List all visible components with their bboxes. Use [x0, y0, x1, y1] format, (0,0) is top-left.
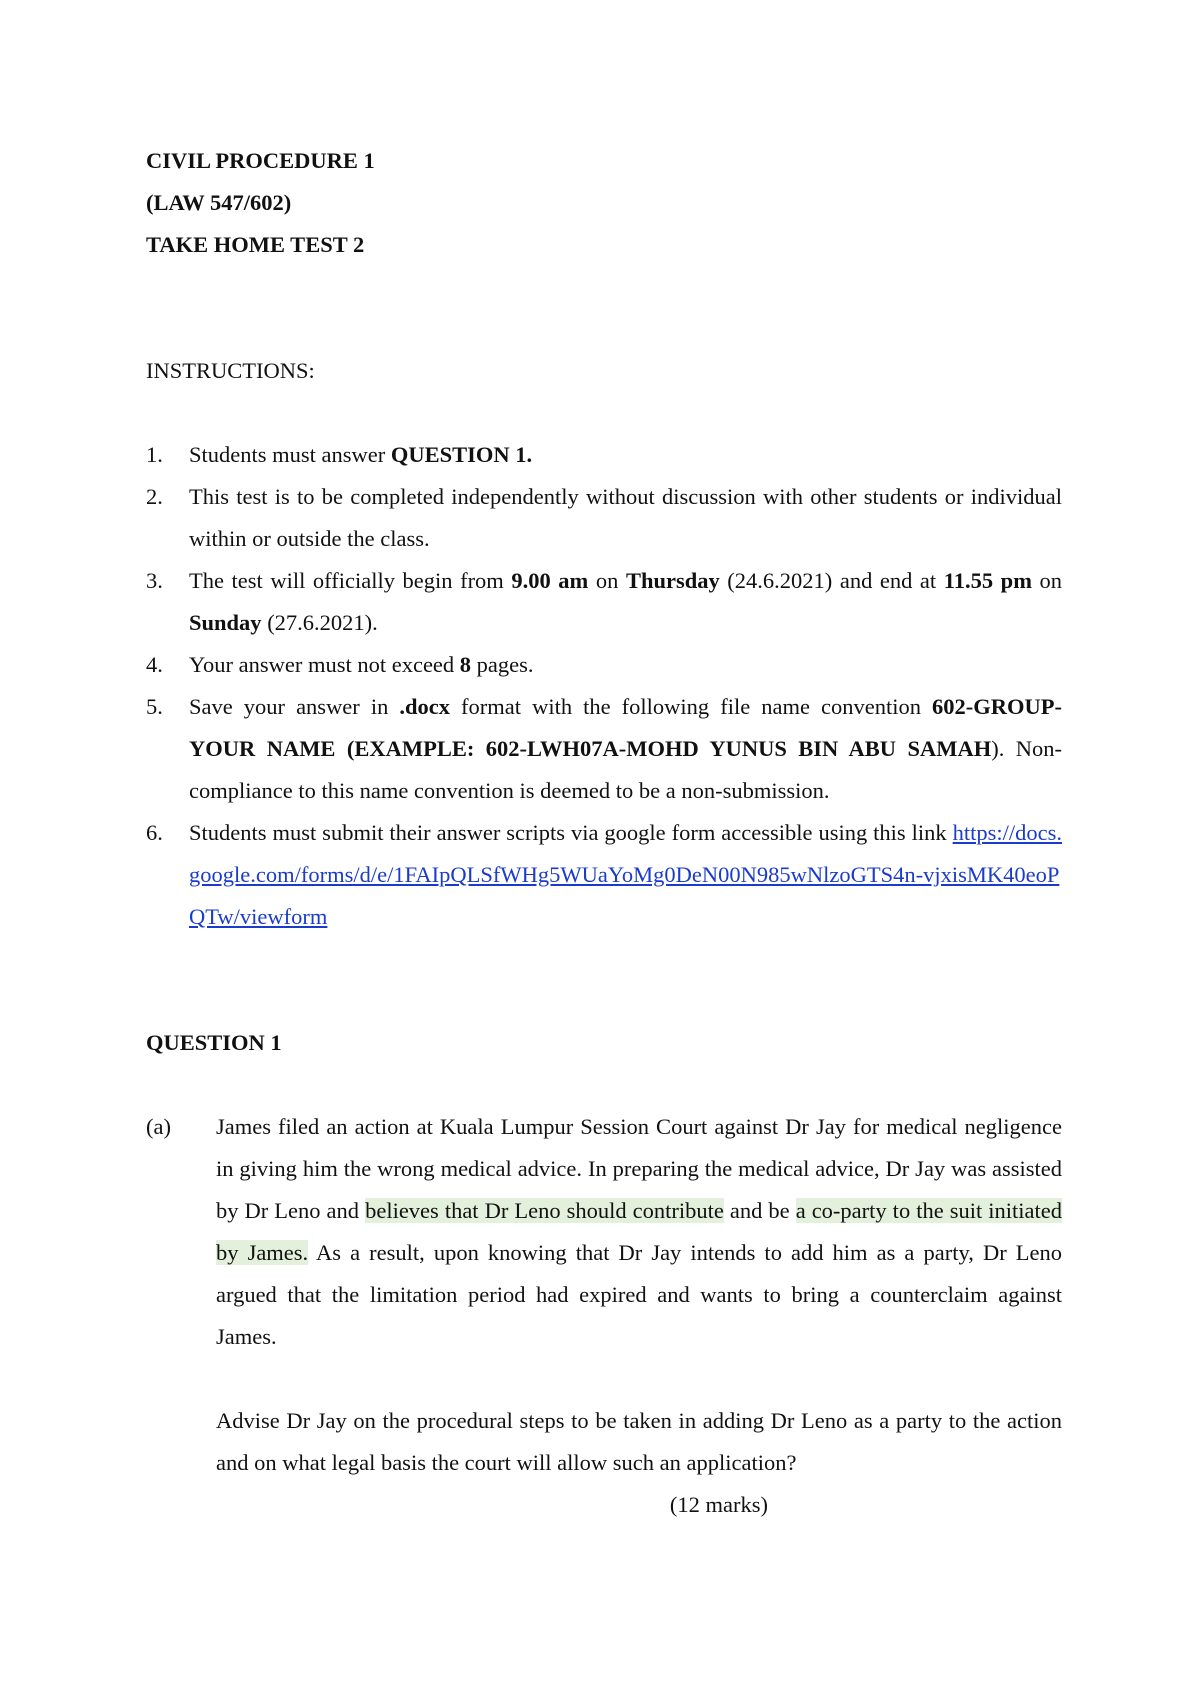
instruction-number: 5.	[146, 694, 163, 719]
instruction-text	[189, 812, 1062, 938]
instructions-list	[146, 434, 1062, 938]
instruction-number: 6.	[146, 820, 163, 845]
instruction-text	[189, 686, 1062, 812]
instruction-number: 4.	[146, 652, 163, 677]
instruction-number: 3.	[146, 568, 163, 593]
text-run: Save your answer in	[189, 694, 400, 719]
question-scenario	[216, 1106, 1062, 1358]
part-label: (a)	[146, 1114, 171, 1139]
text-run: Your answer must not exceed	[189, 652, 460, 677]
text-run: (24.6.2021) and end at	[719, 568, 944, 593]
course-code: (LAW 547/602)	[146, 190, 292, 215]
text-run: James filed an action at Kuala Lumpur Session Court against Dr Jay for medical negligence in giving him the wrong medical advice. In preparing the medical advice, Dr Jay was assisted by Dr Leno and	[216, 1114, 1062, 1223]
bold-run: Thursday	[625, 568, 720, 593]
text-run: on	[588, 568, 626, 593]
instruction-item-3	[146, 560, 1062, 644]
instruction-number: 2.	[146, 484, 163, 509]
text-run: As a result, upon knowing that Dr Jay intends to add him as a party, Dr Leno argued that the limitation period had expired and wants to bring a counterclaim against James.	[216, 1240, 1062, 1349]
text-run: format with the following file name convention	[450, 694, 933, 719]
text-run: ). Non-compliance to this name convention is deemed to be a non-submission.	[189, 736, 1063, 803]
instruction-item-5	[146, 686, 1062, 812]
text-run: pages.	[471, 652, 534, 677]
bold-run: 8	[459, 652, 472, 677]
instruction-number: 1.	[146, 442, 163, 467]
question-heading: QUESTION 1	[146, 1030, 282, 1055]
instruction-text	[189, 560, 1062, 644]
instruction-item-4	[146, 644, 1062, 686]
instruction-item-6	[146, 812, 1062, 938]
text-run: The test will officially begin from	[189, 568, 512, 593]
text-run: and be	[723, 1198, 796, 1223]
bold-run: QUESTION 1.	[390, 442, 533, 467]
highlighted-text: believes that Dr Leno should contribute	[365, 1198, 724, 1223]
instruction-text	[189, 434, 1062, 476]
text-run: (27.6.2021).	[261, 610, 378, 635]
instructions-heading: INSTRUCTIONS:	[146, 358, 315, 383]
highlighted-text: a co-party to the suit initiated by James.	[216, 1198, 1062, 1265]
instruction-item-2	[146, 476, 1062, 560]
text-run: Students must answer	[189, 442, 391, 467]
bold-run: Sunday	[189, 610, 262, 635]
instruction-text	[189, 644, 1062, 686]
bold-run: .docx	[399, 694, 451, 719]
google-form-link[interactable]: https://docs.google.com/forms/d/e/1FAIpQLSfWHg5WUaYoMg0DeN00N985wNlzoGTS4n-vjxisMK40eoPQTw/viewform	[189, 820, 1062, 929]
document-content	[146, 140, 1062, 1526]
text-run: on	[1031, 568, 1062, 593]
bold-run: 11.55 pm	[943, 568, 1032, 593]
instruction-item-1	[146, 434, 1062, 476]
test-title: TAKE HOME TEST 2	[146, 232, 365, 257]
question-part-a	[146, 1106, 1062, 1526]
bold-run: 602-GROUP-YOUR NAME (EXAMPLE: 602-LWH07A-MOHD YUNUS BIN ABU SAMAH	[189, 694, 1063, 761]
question-prompt: Advise Dr Jay on the procedural steps to be taken in adding Dr Leno as a party to the action and on what legal basis the court will allow such an application?	[216, 1408, 1062, 1475]
instruction-text: This test is to be completed independently without discussion with other students or individual within or outside the class.	[189, 484, 1062, 551]
course-title: CIVIL PROCEDURE 1	[146, 148, 375, 173]
bold-run: 9.00 am	[511, 568, 589, 593]
question-body	[216, 1106, 1062, 1526]
text-run: Students must submit their answer scripts via google form accessible using this link	[189, 820, 953, 845]
marks-label: (12 marks)	[669, 1492, 768, 1517]
